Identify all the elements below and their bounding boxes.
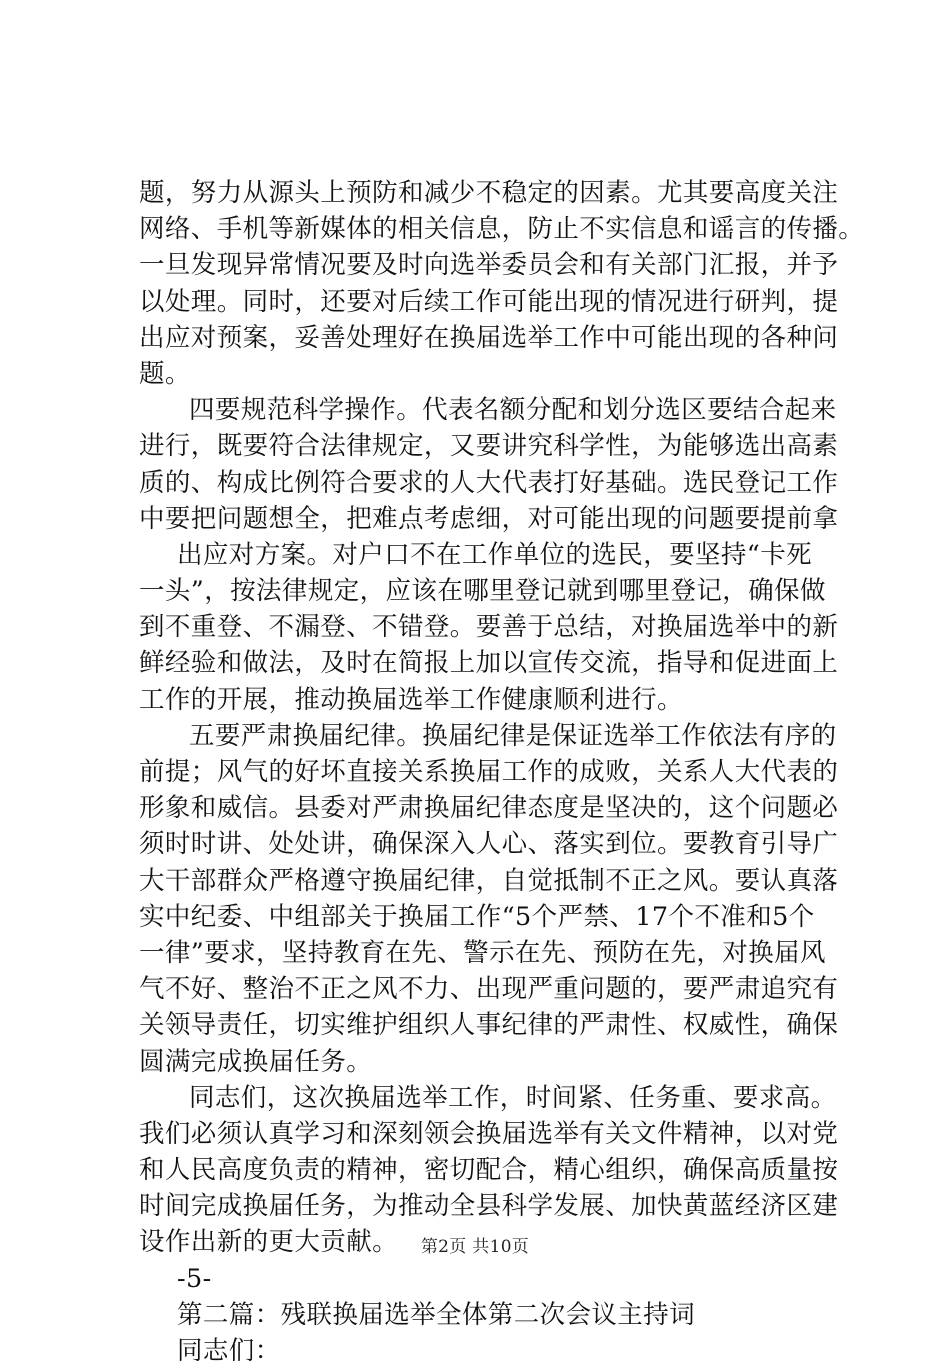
text-line: 四要规范科学操作。代表名额分配和划分选区要结合起来 xyxy=(189,395,837,426)
text-line: 一头”，按法律规定，应该在哪里登记就到哪里登记，确保做 xyxy=(139,576,826,607)
page-footer xyxy=(0,1232,950,1257)
text-line: 设作出新的更大贡献。 xyxy=(139,1227,399,1258)
text-line: 同志们，这次换届选举工作，时间紧、任务重、要求高。 xyxy=(189,1082,837,1113)
text-line: 实中纪委、中组部关于换届工作“5个严禁、17个不准和5个 xyxy=(139,901,815,932)
text-line: 题，努力从源头上预防和减少不稳定的因素。尤其要高度关注 xyxy=(139,178,839,208)
text-line: 题。 xyxy=(139,358,191,389)
text-line: 关领导责任，切实维护组织人事纪律的严肃性、权威性，确保 xyxy=(139,1010,839,1041)
document-body xyxy=(139,175,865,1369)
text-line: 网络、手机等新媒体的相关信息，防止不实信息和谣言的传播。 xyxy=(139,214,865,245)
section-heading: 第二篇：残联换届选举全体第二次会议主持词 xyxy=(177,1299,696,1330)
text-line: 和人民高度负责的精神，密切配合，精心组织，确保高质量按 xyxy=(139,1155,839,1186)
page-marker: -5- xyxy=(177,1263,212,1294)
text-line: 一律”要求，坚持教育在先、警示在先、预防在先，对换届风 xyxy=(139,937,826,968)
text-line: 我们必须认真学习和深刻领会换届选举有关文件精神，以对党 xyxy=(139,1118,839,1149)
text-line: 出应对预案，妥善处理好在换届选举工作中可能出现的各种问 xyxy=(139,322,839,353)
text-line: 圆满完成换届任务。 xyxy=(139,1046,373,1077)
text-line: 到不重登、不漏登、不错登。要善于总结，对换届选举中的新 xyxy=(139,612,839,643)
text-line: 质的、构成比例符合要求的人大代表打好基础。选民登记工作 xyxy=(139,467,839,498)
text-line: 中要把问题想全，把难点考虑细，对可能出现的问题要提前拿 xyxy=(139,503,839,534)
text-line: 大干部群众严格遵守换届纪律，自觉抵制不正之风。要认真落 xyxy=(139,865,839,896)
text-line: 进行，既要符合法律规定，又要讲究科学性，为能够选出高素 xyxy=(139,431,839,462)
text-line: 形象和威信。县委对严肃换届纪律态度是坚决的，这个问题必 xyxy=(139,793,839,824)
text-line: 时间完成换届任务，为推动全县科学发展、加快黄蓝经济区建 xyxy=(139,1191,839,1222)
text-line: 出应对方案。对户口不在工作单位的选民，要坚持“卡死 xyxy=(177,539,813,570)
page-indicator: 第2页 共10页 xyxy=(420,1237,530,1257)
text-line: 一旦发现异常情况要及时向选举委员会和有关部门汇报，并予 xyxy=(139,250,839,281)
text-line: 前提；风气的好坏直接关系换届工作的成败，关系人大代表的 xyxy=(139,757,839,787)
text-line: 鲜经验和做法，及时在简报上加以宣传交流，指导和促进面上 xyxy=(139,648,839,679)
text-line: 五要严肃换届纪律。换届纪律是保证选举工作依法有序的 xyxy=(189,720,837,751)
text-line: 须时时讲、处处讲，确保深入人心、落实到位。要教育引导广 xyxy=(139,829,839,860)
text-line: 气不好、整治不正之风不力、出现严重问题的，要严肃追究有 xyxy=(139,974,839,1005)
text-line: 工作的开展，推动换届选举工作健康顺利进行。 xyxy=(139,684,683,715)
salutation: 同志们： xyxy=(177,1336,281,1366)
text-line: 以处理。同时，还要对后续工作可能出现的情况进行研判，提 xyxy=(139,286,839,317)
